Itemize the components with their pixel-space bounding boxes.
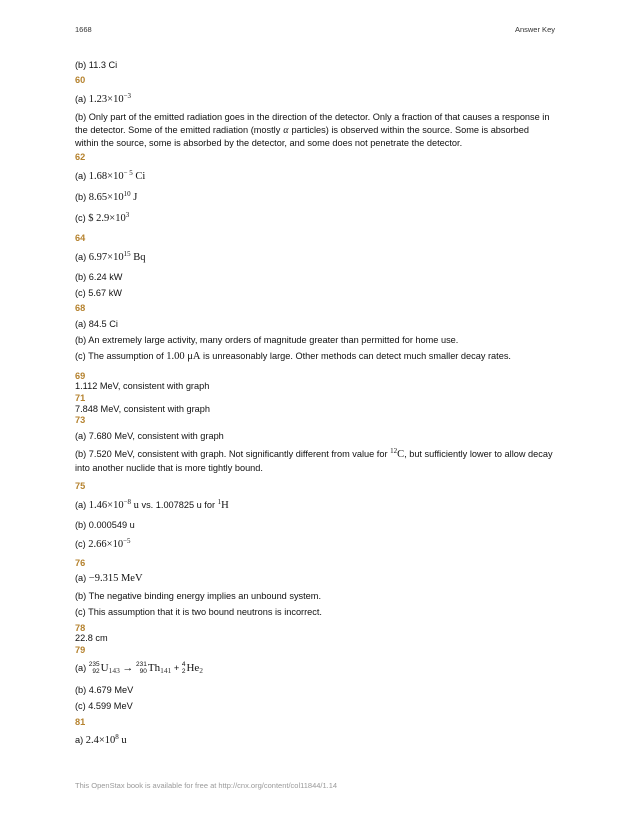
- answer-64c: (c) 5.67 kW: [75, 288, 122, 298]
- problem-number-76[interactable]: 76: [75, 558, 86, 568]
- math-expression: $ $2.9\times 10^3$: [88, 211, 130, 224]
- math-expression: $2.66\times 10^{-5}$: [88, 537, 131, 550]
- answer-60b: (b) Only part of the emitted radiation goes in the direction of the detector. Only a fraction of that causes a response in the detector. Some of the emitted radiation (mostly α particles) is observed within the source. Some is absorbed within the source, some is absorbed by the detector, and some does not penetrate the detector.: [75, 112, 550, 148]
- nuclide-symbol: $^{12}$C: [390, 447, 405, 460]
- answer-62c: (c) $ $2.9\times 10^3$: [75, 211, 130, 224]
- answer-79a: (a) 235 92 $U_{143}$ → 231 90 $Th_{141}$ + 4 2 $He_2$: [75, 661, 204, 675]
- problem-number-78[interactable]: 78: [75, 623, 86, 633]
- answer-76b: (b) The negative binding energy implies an unbound system.: [75, 591, 321, 601]
- problem-number-64[interactable]: 64: [75, 233, 86, 243]
- math-expression: $8.65\times 10^{10}$ J: [88, 190, 138, 203]
- answer-68a: (a) 84.5 Ci: [75, 319, 118, 329]
- page-number: 1668: [75, 25, 92, 34]
- math-expression: $1.68\times 10^{- 5}$ Ci: [88, 169, 146, 182]
- answer-75c: (c) $2.66\times 10^{-5}$: [75, 537, 131, 550]
- problem-number-73[interactable]: 73: [75, 415, 86, 425]
- answer-79c: (c) 4.599 MeV: [75, 701, 133, 711]
- arrow-icon: →: [122, 662, 134, 674]
- answer-76a: (a) −9.315 MeV: [75, 573, 143, 584]
- answer-64b: (b) 6.24 kW: [75, 272, 123, 282]
- answer-69: 1.112 MeV, consistent with graph: [75, 381, 210, 391]
- answer-75a: (a) $1.46\times 10^{-8}$ u vs. 1.007825 u for $^1$H: [75, 498, 229, 511]
- answer-73a: (a) 7.680 MeV, consistent with graph: [75, 431, 224, 441]
- math-expression: 1.00 μA: [166, 351, 201, 362]
- answer-64a: (a) $6.97\times 10^{15}$ Bq: [75, 250, 146, 263]
- answer-78: 22.8 cm: [75, 633, 108, 643]
- math-expression: $6.97\times 10^{15}$ Bq: [88, 250, 146, 263]
- answer-62b: (b) $8.65\times 10^{10}$ J: [75, 190, 138, 203]
- running-title: Answer Key: [514, 25, 555, 34]
- answer-81a: a) $2.4\times 10^8$ u: [75, 733, 127, 746]
- problem-number-68[interactable]: 68: [75, 303, 86, 313]
- problem-number-79[interactable]: 79: [75, 645, 86, 655]
- problem-number-71[interactable]: 71: [75, 393, 86, 403]
- answer-59b: (b) 11.3 Ci: [75, 60, 118, 70]
- math-expression: $1.23\times 10^{-3}$: [88, 92, 132, 105]
- answer-73b: (b) 7.520 MeV, consistent with graph. Not significantly different from value for $^{12}$C, but sufficiently lower to allow decay into another nuclide that is more tightly bound.: [75, 447, 553, 473]
- math-expression: −9.315 MeV: [88, 573, 143, 584]
- problem-number-60[interactable]: 60: [75, 75, 86, 85]
- answer-79b: (b) 4.679 MeV: [75, 685, 134, 695]
- answer-71: 7.848 MeV, consistent with graph: [75, 404, 211, 414]
- problem-number-75[interactable]: 75: [75, 481, 86, 491]
- math-expression: $2.4\times 10^8$ u: [85, 733, 127, 746]
- math-expression: $1.46\times 10^{-8}$ u: [88, 498, 139, 511]
- problem-number-62[interactable]: 62: [75, 152, 86, 162]
- answer-60a: (a) $1.23\times 10^{-3}$: [75, 92, 132, 105]
- answer-68c: (c) The assumption of 1.00 μA is unreasonably large. Other methods can detect much smaller decay rates.: [75, 351, 511, 362]
- answer-68b: (b) An extremely large activity, many orders of magnitude greater than permitted for home use.: [75, 335, 459, 345]
- alpha-symbol: α: [283, 124, 289, 136]
- page-footer: This OpenStax book is available for free at http://cnx.org/content/col11844/1.14: [75, 781, 338, 790]
- answer-62a: (a) $1.68\times 10^{- 5}$ Ci: [75, 169, 146, 182]
- problem-number-69[interactable]: 69: [75, 371, 86, 381]
- answer-75b: (b) 0.000549 u: [75, 520, 135, 530]
- answer-76c: (c) This assumption that it is two bound neutrons is incorrect.: [75, 607, 322, 617]
- problem-number-81[interactable]: 81: [75, 717, 86, 727]
- nuclide-symbol: $^1$H: [217, 498, 229, 511]
- decay-equation: 235 92 $U_{143}$ → 231 90 $Th_{141}$ + 4 2 $He_2$: [88, 661, 204, 675]
